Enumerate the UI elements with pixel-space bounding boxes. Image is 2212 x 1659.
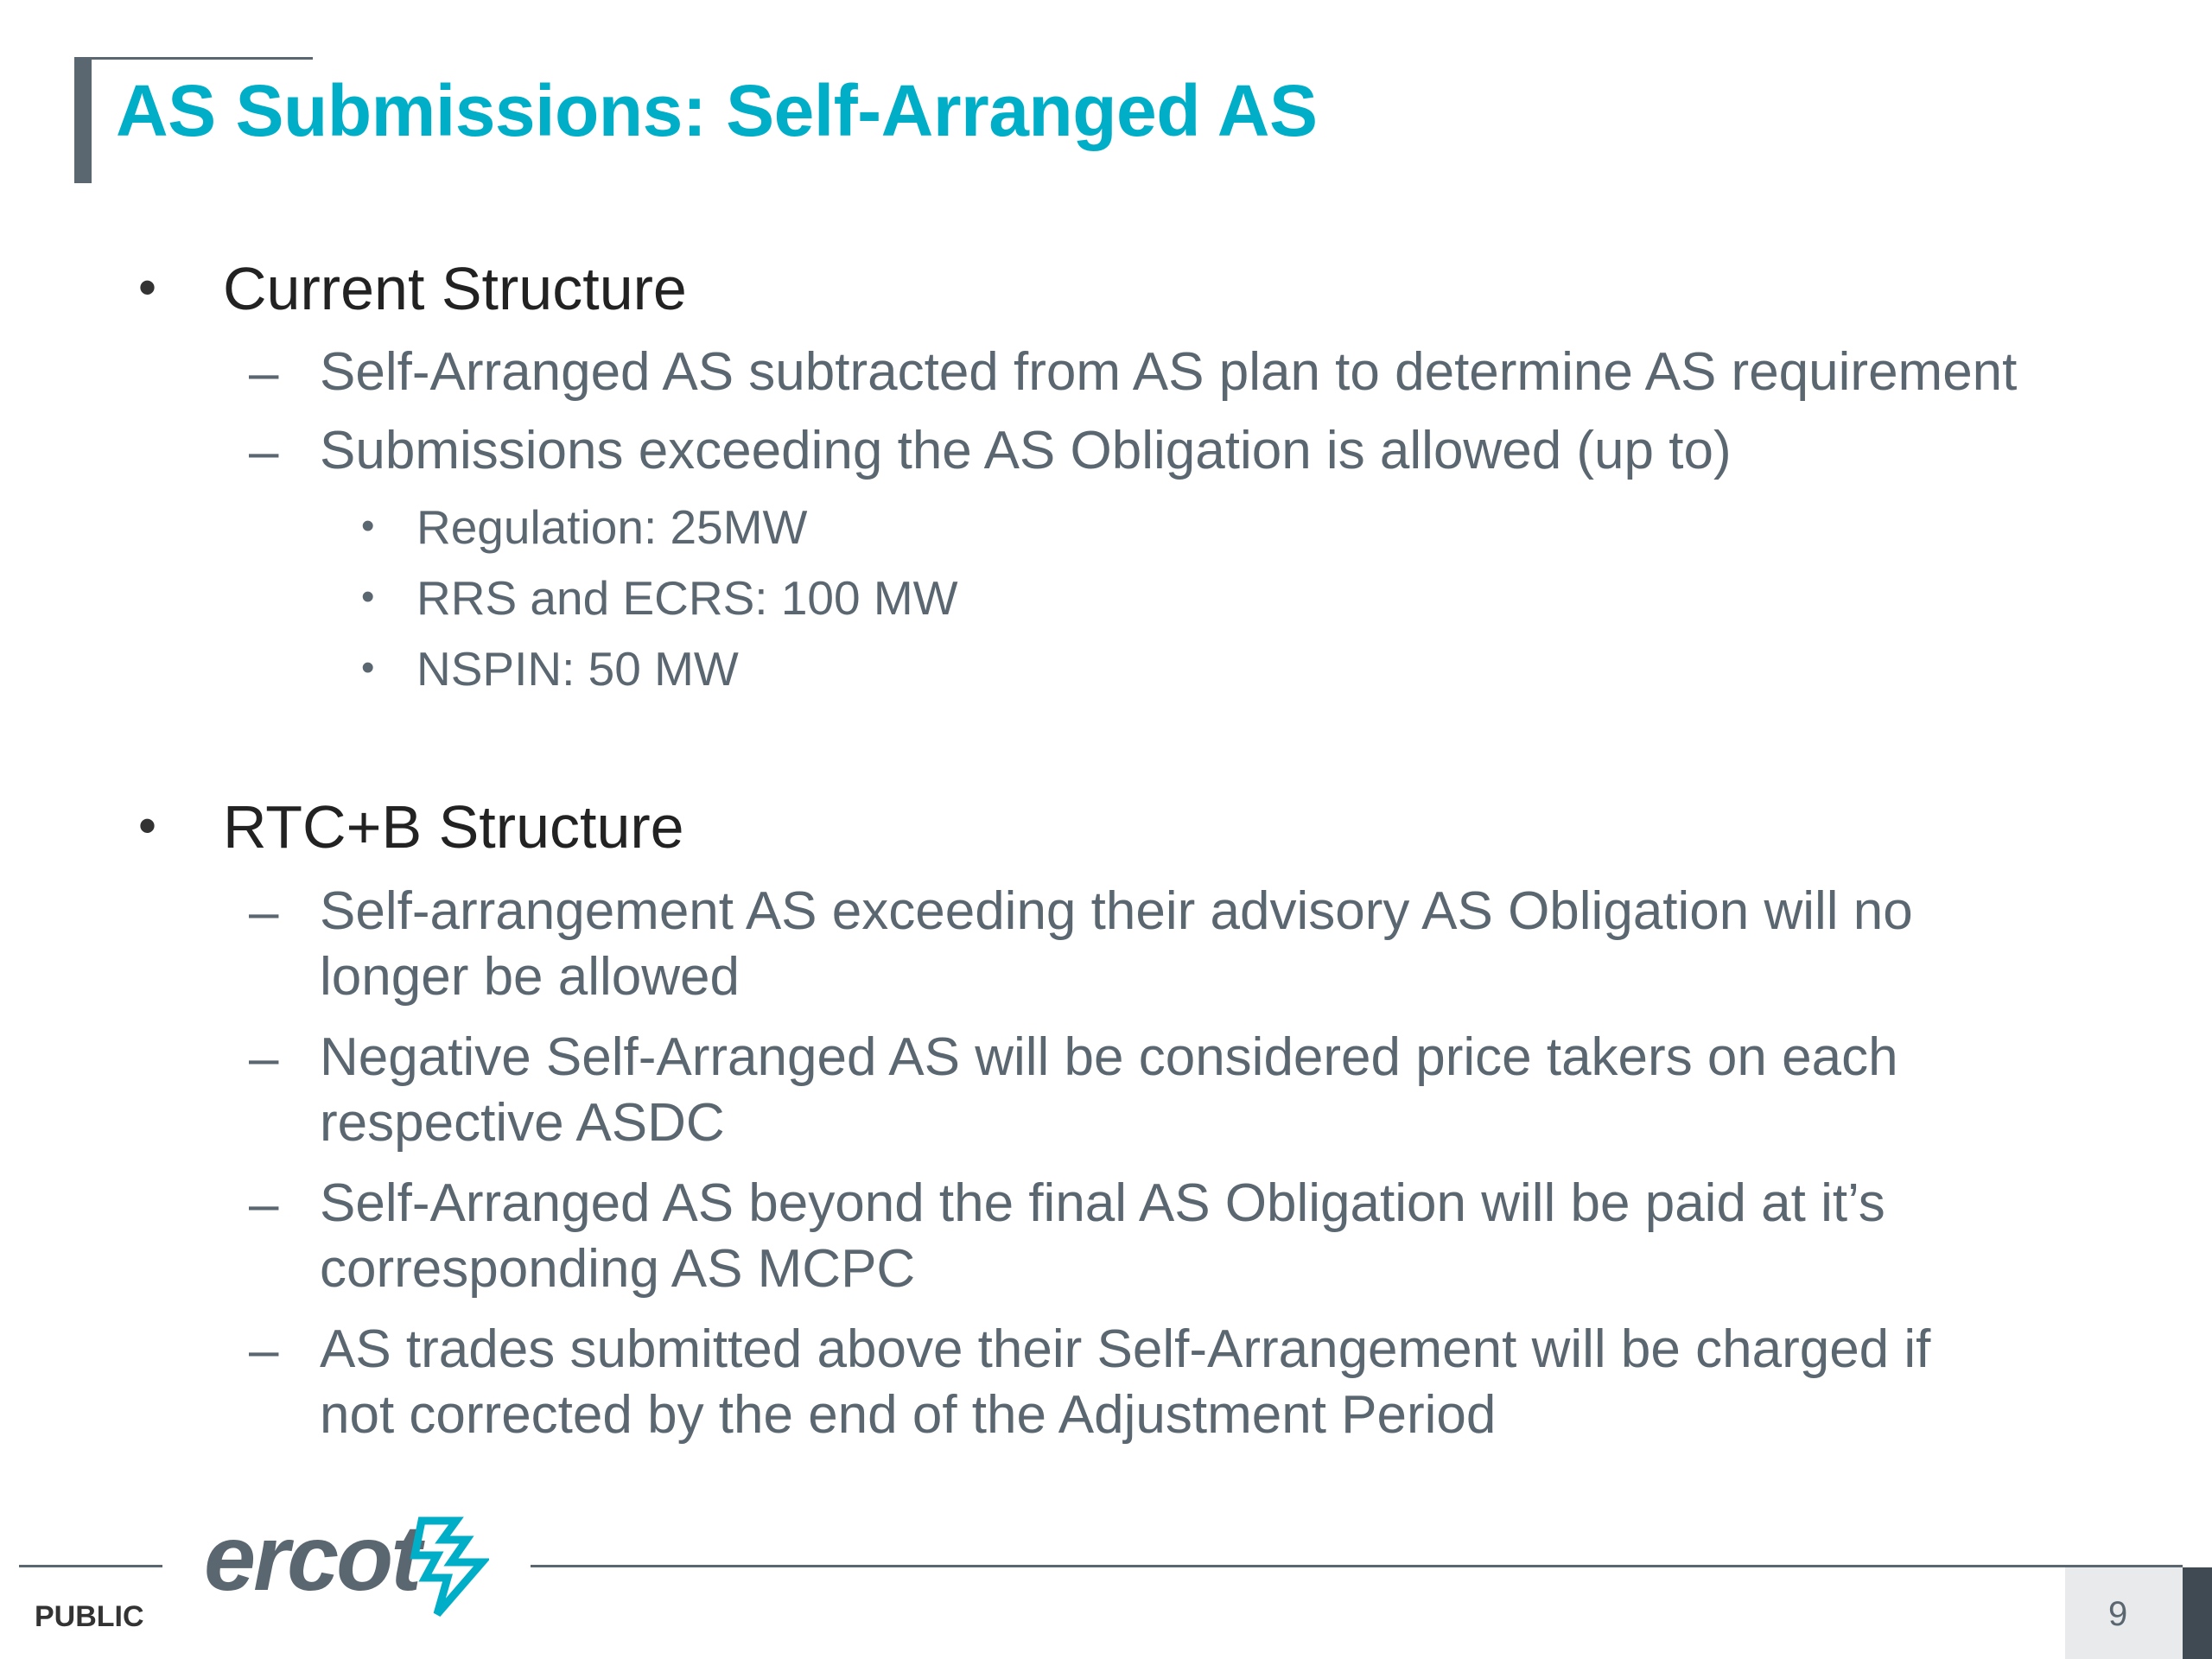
list-item: AS trades submitted above their Self-Arrangement will be charged if: [320, 1319, 1931, 1379]
page-edge-block: [2183, 1567, 2212, 1659]
sub-list-item: Regulation: 25MW: [416, 500, 808, 554]
slide-title: AS Submissions: Self-Arranged AS: [116, 70, 1318, 151]
list-item-continuation: respective ASDC: [320, 1093, 725, 1153]
dash-icon: –: [249, 882, 279, 942]
footer-divider: [19, 1565, 162, 1567]
list-item: Self-Arranged AS beyond the final AS Obligation will be paid at it’s: [320, 1173, 1885, 1233]
ercot-lightning-icon: [403, 1514, 489, 1618]
footer-divider: [531, 1565, 2183, 1567]
bullet-icon: •: [138, 797, 157, 855]
page-number: 9: [2108, 1595, 2128, 1633]
title-accent-line: [74, 57, 313, 60]
list-item: Negative Self-Arranged AS will be considered price takers on each: [320, 1027, 1898, 1087]
list-item: Submissions exceeding the AS Obligation is allowed (up to): [320, 421, 1732, 480]
sub-list-item: RRS and ECRS: 100 MW: [416, 571, 958, 625]
title-accent-bar: [74, 57, 92, 183]
dash-icon: –: [249, 343, 279, 403]
list-item-continuation: corresponding AS MCPC: [320, 1239, 916, 1299]
list-item: Self-Arranged AS subtracted from AS plan to determine AS requirement: [320, 342, 2018, 402]
bullet-icon: •: [361, 505, 375, 547]
ercot-logo: ercot: [204, 1505, 420, 1610]
section-heading: RTC+B Structure: [223, 793, 684, 861]
dash-icon: –: [249, 1174, 279, 1234]
bullet-icon: •: [361, 575, 375, 618]
bullet-icon: •: [138, 258, 157, 316]
list-item: Self-arrangement AS exceeding their advisory AS Obligation will no: [320, 881, 1913, 941]
bullet-icon: •: [361, 646, 375, 689]
dash-icon: –: [249, 1320, 279, 1380]
list-item-continuation: longer be allowed: [320, 947, 741, 1007]
classification-label: PUBLIC: [35, 1600, 144, 1633]
sub-list-item: NSPIN: 50 MW: [416, 642, 739, 696]
dash-icon: –: [249, 422, 279, 481]
section-heading: Current Structure: [223, 255, 687, 322]
dash-icon: –: [249, 1028, 279, 1088]
list-item-continuation: not corrected by the end of the Adjustment Period: [320, 1385, 1497, 1445]
